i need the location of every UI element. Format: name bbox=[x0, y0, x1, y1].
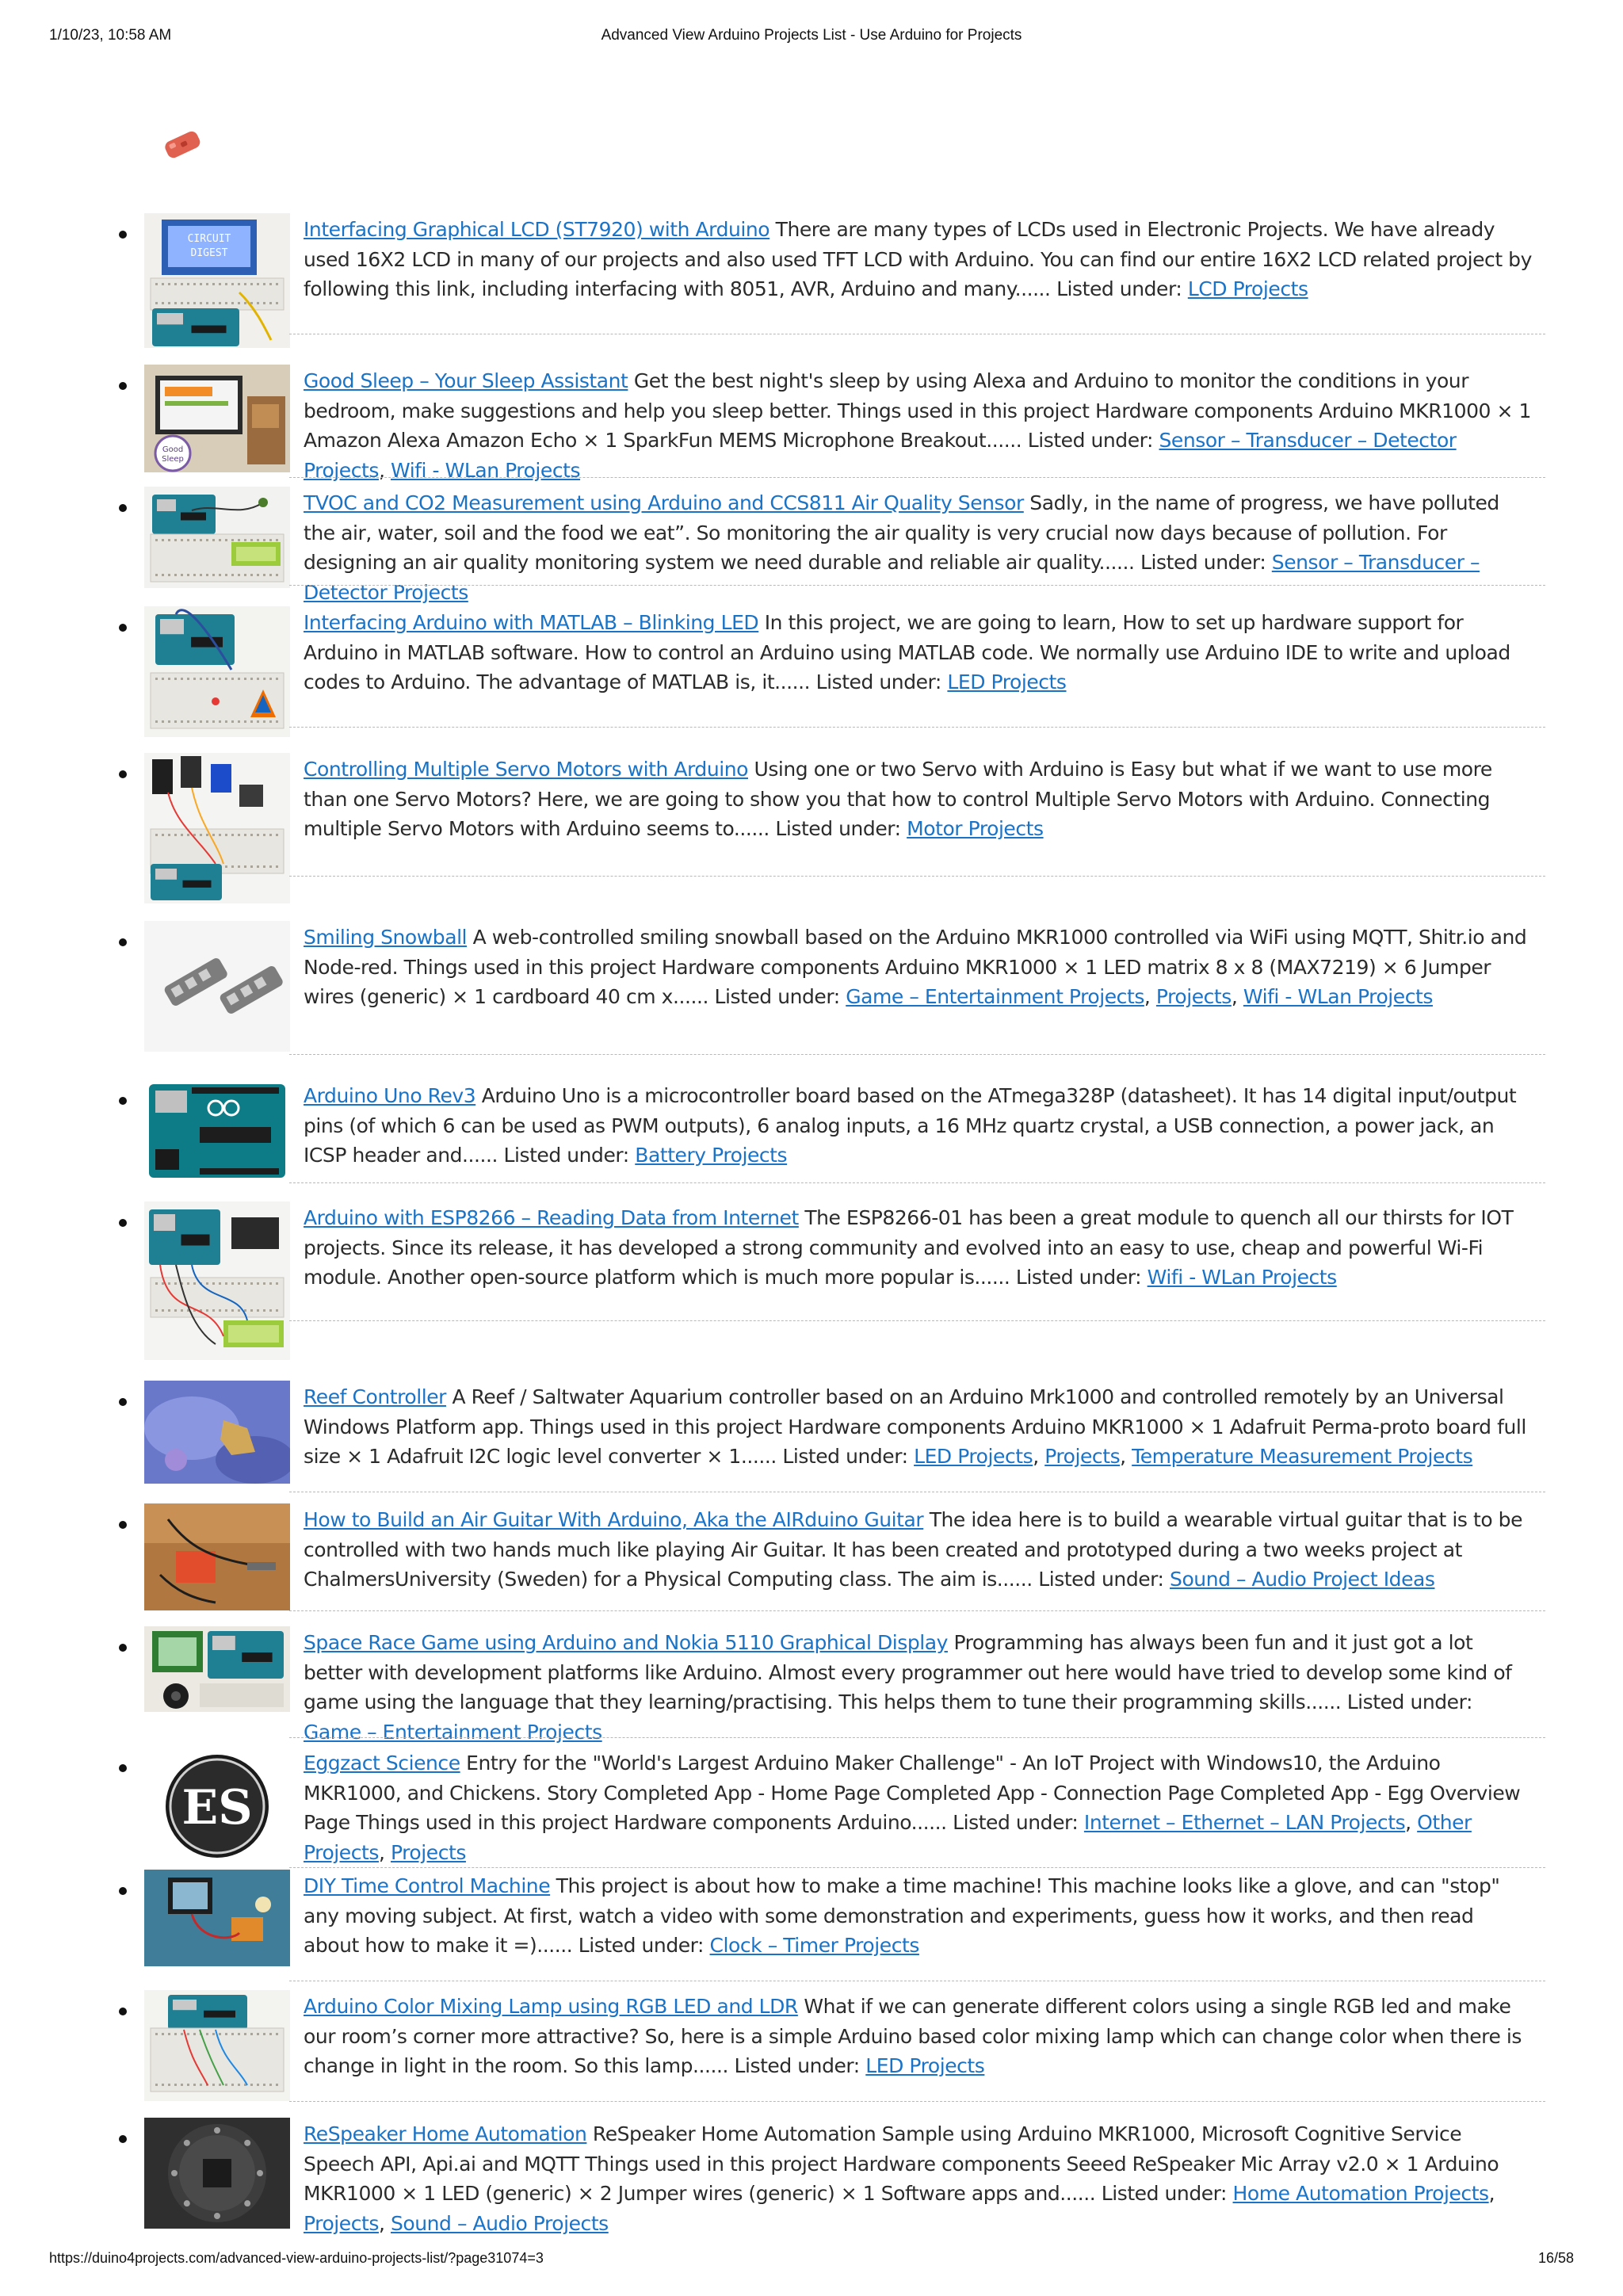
project-description: Sadly, in the name of progress, we have polluted the air, water, soil and the food we eat”. So monitoring the air quality is very crucial now days because of pollution. For designing an air quality monitoring system we need durable and reliable air quality...... bbox=[304, 491, 1499, 574]
category-link-led-projects[interactable]: LED Projects bbox=[865, 2054, 985, 2077]
project-thumbnail[interactable] bbox=[144, 1201, 290, 1360]
print-date: 1/10/23, 10:58 AM bbox=[49, 27, 172, 44]
print-page-title: Advanced View Arduino Projects List - Use Arduino for Projects bbox=[601, 27, 1022, 44]
project-title-link[interactable]: DIY Time Control Machine bbox=[304, 1874, 551, 1897]
project-thumbnail[interactable] bbox=[144, 1990, 290, 2101]
listed-under-label: Listed under: bbox=[1027, 429, 1154, 452]
project-thumbnail[interactable] bbox=[144, 487, 290, 588]
project-thumbnail[interactable] bbox=[144, 1079, 290, 1182]
project-entry-text bbox=[304, 488, 1533, 607]
project-title-link[interactable]: Controlling Multiple Servo Motors with Arduino bbox=[304, 758, 748, 781]
project-entry-text bbox=[304, 608, 1533, 697]
category-link-battery-projects[interactable]: Battery Projects bbox=[635, 1144, 788, 1167]
item-divider bbox=[289, 727, 1545, 728]
bullet-icon bbox=[119, 1764, 127, 1772]
project-description: Arduino Uno is a microcontroller board based on the ATmega328P (datasheet). It has 14 digital input/output pins (of which 6 can be used as PWM outputs), 6 analog inputs, a 16 MHz quartz crystal, a USB connection, a power jack, an ICSP header and...... bbox=[304, 1084, 1517, 1167]
project-description: The ESP8266-01 has been a great module to quench all our thirsts for IOT projects. Since its release, it has developed a strong community and evolved into an easy to use, cheap and powerful Wi-Fi module. Another open-source platform which is much more popular is...... bbox=[304, 1206, 1514, 1289]
svg-text:Good: Good bbox=[162, 445, 184, 454]
listed-under-label: Listed under: bbox=[1038, 1568, 1164, 1591]
project-description: The idea here is to build a wearable virtual guitar that is to be controlled with two hands much like playing Air Guitar. It has been created and prototyped during a two weeks project at ChalmersUniversity (Sweden) for a Physical Computing class. The aim is...... bbox=[304, 1508, 1523, 1591]
project-thumbnail[interactable] bbox=[144, 1870, 290, 1966]
listed-under-label: Listed under: bbox=[578, 1934, 705, 1957]
project-thumbnail[interactable] bbox=[144, 1503, 290, 1610]
listed-under-label: Listed under: bbox=[775, 817, 901, 840]
bullet-icon bbox=[119, 938, 127, 946]
project-description: Entry for the "World's Largest Arduino Maker Challenge" - An IoT Project with Windows10, the Arduino MKR1000, and Chickens. Story Completed App - Home Page Completed App - Connection Page Completed App - Egg Overview Page Things used in this project Hardware components Arduino...... bbox=[304, 1752, 1521, 1834]
project-title-link[interactable]: Arduino Uno Rev3 bbox=[304, 1084, 476, 1107]
listed-under-label: Listed under: bbox=[1015, 1266, 1142, 1289]
category-link-led-projects[interactable]: LED Projects bbox=[914, 1445, 1033, 1468]
listed-under-label: Listed under: bbox=[1140, 551, 1266, 574]
item-divider bbox=[289, 585, 1545, 586]
svg-text:ES: ES bbox=[181, 1780, 253, 1836]
listed-under-label: Listed under: bbox=[714, 985, 840, 1008]
listed-under-label: Listed under: bbox=[782, 1445, 908, 1468]
project-thumbnail[interactable] bbox=[144, 365, 290, 472]
bullet-icon bbox=[119, 1521, 127, 1529]
category-link-projects[interactable]: Projects bbox=[1155, 985, 1232, 1008]
project-description: A web-controlled smiling snowball based on the Arduino MKR1000 controlled via WiFi using MQTT, Shitr.io and Node-red. Things used in this project Hardware components Arduino MKR1000 × 1 LED matrix 8 x 8 (MAX7219) × 6 Jumper wires (generic) × 1 cardboard 40 cm x...... bbox=[304, 926, 1527, 1008]
project-entry-text bbox=[304, 1081, 1533, 1171]
project-entry-text bbox=[304, 1871, 1533, 1961]
svg-text:CIRCUIT: CIRCUIT bbox=[187, 233, 231, 245]
project-description: What if we can generate different colors using a single RGB led and make our room’s corner more attractive? So, here is a simple Arduino based color mixing lamp which can change color when there is change in light in the room. So this lamp...... bbox=[304, 1995, 1522, 2077]
project-title-link[interactable]: Smiling Snowball bbox=[304, 926, 468, 949]
category-link-sensor-transducer-detector-projects[interactable]: Sensor – Transducer – Detector Projects bbox=[304, 551, 1480, 604]
project-entry-text bbox=[304, 215, 1533, 304]
bullet-icon bbox=[119, 1887, 127, 1895]
bullet-icon bbox=[119, 1097, 127, 1105]
project-description: A Reef / Saltwater Aquarium controller based on an Arduino Mrk1000 and controlled remotely by an Universal Windows Platform app. Things used in this project Hardware components Arduino MKR1000 × 1 Adafruit Perma-proto board full size × 1 Adafruit I2C logic level converter × 1...... bbox=[304, 1385, 1526, 1468]
print-page-number: 16/58 bbox=[1537, 2250, 1574, 2266]
project-thumbnail[interactable] bbox=[144, 2118, 290, 2229]
svg-text:Sleep: Sleep bbox=[162, 455, 184, 464]
project-description: Programming has always been fun and it just got a lot better with development platforms like Arduino. Almost every programmer out here would have tried to develop some kind of game using the language that they learning/practising. This helps them to tune their programming skills...... bbox=[304, 1631, 1512, 1713]
project-description: Using one or two Servo with Arduino is Easy but what if we want to use more than one Servo Motors? Here, we are going to show you that how to control Multiple Servo Motors with Arduino. Connecting multiple Servo Motors with Arduino seems to...... bbox=[304, 758, 1492, 840]
project-title-link[interactable]: ReSpeaker Home Automation bbox=[304, 2122, 587, 2145]
category-link-home-automation-projects[interactable]: Home Automation Projects bbox=[1232, 2182, 1489, 2205]
project-description: In this project, we are going to learn, How to set up hardware support for Arduino in MATLAB software. How to control an Arduino using MATLAB code. We normally use Arduino IDE to write and upload codes to Arduino. The advantage of MATLAB is, it...... bbox=[304, 611, 1510, 693]
print-url: https://duino4projects.com/advanced-view-arduino-projects-list/?page31074=3 bbox=[49, 2250, 544, 2266]
project-entry-text bbox=[304, 1203, 1533, 1293]
category-link-wifi-wlan-projects[interactable]: Wifi - WLan Projects bbox=[1147, 1266, 1337, 1289]
item-divider bbox=[289, 876, 1545, 877]
bullet-icon bbox=[119, 770, 127, 778]
project-title-link[interactable]: Eggzact Science bbox=[304, 1752, 460, 1775]
listed-under-label: Listed under: bbox=[1346, 1690, 1472, 1713]
project-entry-text bbox=[304, 1628, 1533, 1747]
category-link-sensor-transducer-detector-projects[interactable]: Sensor – Transducer – Detector Projects bbox=[304, 429, 1457, 482]
category-link-wifi-wlan-projects[interactable]: Wifi - WLan Projects bbox=[1243, 985, 1433, 1008]
bullet-icon bbox=[119, 624, 127, 632]
bullet-icon bbox=[119, 1398, 127, 1406]
listed-under-label: Listed under: bbox=[815, 670, 941, 693]
project-title-link[interactable]: Arduino Color Mixing Lamp using RGB LED and LDR bbox=[304, 1995, 798, 2018]
previous-item-thumbnail[interactable] bbox=[146, 108, 241, 195]
project-thumbnail[interactable] bbox=[144, 921, 290, 1052]
item-divider bbox=[289, 1182, 1545, 1183]
project-entry-text: Reef Controller A Reef / Saltwater Aquarium controller based on an Arduino Mrk1000 and controlled remotely by an Universal Windows Platform app. Things used in this project Hardware components Arduino MKR1000 × 1 Adafruit Perma-proto board full size × 1 Adafruit I2C logic level converter × 1...... Listed under: LED Projects, Projects, Temperature Measurement Projects bbox=[304, 1385, 1526, 1468]
project-description: There are many types of LCDs used in Electronic Projects. We have already used 16X2 LCD in many of our projects and also used TFT LCD with Arduino. You can find our entire 16X2 LCD related project by following this link, including interfacing with 8051, AVR, Arduino and many...... bbox=[304, 218, 1532, 300]
category-link-motor-projects[interactable]: Motor Projects bbox=[907, 817, 1044, 840]
bullet-icon bbox=[119, 231, 127, 239]
item-divider bbox=[289, 477, 1545, 478]
project-entry-text: ReSpeaker Home Automation ReSpeaker Home Automation Sample using Arduino MKR1000, Microsoft Cognitive Service Speech API, Api.ai and MQTT Things used in this project Hardware components Seeed ReSpeaker Mic Array v2.0 × 1 Arduino MKR1000 × 1 LED (generic) × 2 Jumper wires (generic) × 1 Software apps and...... Listed under: Home Automation Projects, Projects, Sound – Audio Projects bbox=[304, 2122, 1499, 2235]
print-footer bbox=[49, 2250, 1574, 2272]
category-link-game-entertainment-projects[interactable]: Game – Entertainment Projects bbox=[846, 985, 1144, 1008]
project-thumbnail[interactable] bbox=[144, 606, 290, 737]
category-link-other-projects[interactable]: Other Projects bbox=[304, 1811, 1472, 1864]
project-description: Get the best night's sleep by using Alexa and Arduino to monitor the conditions in your bedroom, make suggestions and help you sleep better. Things used in this project Hardware components Arduino MKR1000 × 1 Amazon Alexa Amazon Echo × 1 SparkFun MEMS Microphone Breakout...... bbox=[304, 369, 1531, 452]
category-link-clock-timer-projects[interactable]: Clock – Timer Projects bbox=[709, 1934, 919, 1957]
project-title-link[interactable]: TVOC and CO2 Measurement using Arduino and CCS811 Air Quality Sensor bbox=[304, 491, 1024, 514]
item-divider bbox=[289, 2101, 1545, 2102]
project-title-link[interactable]: How to Build an Air Guitar With Arduino, Aka the AIRduino Guitar bbox=[304, 1508, 924, 1531]
category-link-projects[interactable]: Projects bbox=[304, 2211, 379, 2235]
project-title-link[interactable]: Interfacing Graphical LCD (ST7920) with Arduino bbox=[304, 218, 770, 241]
bullet-icon bbox=[119, 1219, 127, 1227]
bullet-icon bbox=[119, 2008, 127, 2015]
item-divider bbox=[289, 1320, 1545, 1321]
listed-under-label: Listed under: bbox=[503, 1144, 629, 1167]
listed-under-label: Listed under: bbox=[1101, 2182, 1228, 2205]
project-entry-text bbox=[304, 755, 1533, 844]
category-link-wifi-wlan-projects[interactable]: Wifi - WLan Projects bbox=[390, 458, 581, 482]
category-link-temperature-measurement-projects[interactable]: Temperature Measurement Projects bbox=[1132, 1445, 1473, 1468]
item-divider bbox=[289, 1867, 1545, 1868]
listed-under-label: Listed under: bbox=[1056, 277, 1182, 300]
item-divider bbox=[289, 1737, 1545, 1738]
item-divider bbox=[289, 1054, 1545, 1055]
category-link-projects[interactable]: Projects bbox=[390, 1840, 466, 1864]
category-link-led-projects[interactable]: LED Projects bbox=[947, 670, 1067, 693]
project-thumbnail[interactable] bbox=[144, 1626, 290, 1712]
project-title-link[interactable]: Interfacing Arduino with MATLAB – Blinking LED bbox=[304, 611, 759, 634]
project-entry-text bbox=[304, 1505, 1533, 1595]
category-link-lcd-projects[interactable]: LCD Projects bbox=[1187, 277, 1308, 300]
project-thumbnail[interactable] bbox=[144, 1381, 290, 1484]
item-divider bbox=[289, 1610, 1545, 1611]
bullet-icon bbox=[119, 504, 127, 512]
bullet-icon bbox=[119, 2135, 127, 2143]
project-title-link[interactable]: Good Sleep – Your Sleep Assistant bbox=[304, 369, 628, 392]
category-link-internet-ethernet-lan-projects[interactable]: Internet – Ethernet – LAN Projects bbox=[1083, 1811, 1406, 1834]
project-thumbnail[interactable] bbox=[144, 753, 290, 904]
project-thumbnail[interactable] bbox=[144, 1747, 290, 1866]
project-description: This project is about how to make a time machine! This machine looks like a glove, and can "stop" any moving subject. At first, watch a video with some demonstration and experiments, guess how it works, and then read about how to make it =)...... bbox=[304, 1874, 1500, 1957]
project-description: ReSpeaker Home Automation Sample using Arduino MKR1000, Microsoft Cognitive Service Speech API, Api.ai and MQTT Things used in this project Hardware components Seeed ReSpeaker Mic Array v2.0 × 1 Arduino MKR1000 × 1 LED (generic) × 2 Jumper wires (generic) × 1 Software apps and...... bbox=[304, 2122, 1499, 2205]
project-thumbnail[interactable] bbox=[144, 213, 290, 348]
listed-under-label: Listed under: bbox=[734, 2054, 860, 2077]
category-link-sound-audio-projects[interactable]: Sound – Audio Projects bbox=[390, 2211, 609, 2235]
project-entry-text: Good Sleep – Your Sleep Assistant Get the best night's sleep by using Alexa and Arduino to monitor the conditions in your bedroom, make suggestions and help you sleep better. Things used in this project Hardware components Arduino MKR1000 × 1 Amazon Alexa Amazon Echo × 1 SparkFun MEMS Microphone Breakout...... Listed under: Sensor – Transducer – Detector Projects, Wifi - WLan Projects bbox=[304, 369, 1531, 482]
project-entry-text: Smiling Snowball A web-controlled smiling snowball based on the Arduino MKR1000 controlled via WiFi using MQTT, Shitr.io and Node-red. Things used in this project Hardware components Arduino MKR1000 × 1 LED matrix 8 x 8 (MAX7219) × 6 Jumper wires (generic) × 1 cardboard 40 cm x...... Listed under: Game – Entertainment Projects, Projects, Wifi - WLan Projects bbox=[304, 926, 1527, 1008]
project-title-link[interactable]: Space Race Game using Arduino and Nokia 5110 Graphical Display bbox=[304, 1631, 948, 1654]
project-title-link[interactable]: Arduino with ESP8266 – Reading Data from Internet bbox=[304, 1206, 799, 1229]
project-title-link[interactable]: Reef Controller bbox=[304, 1385, 446, 1408]
category-link-game-entertainment-projects[interactable]: Game – Entertainment Projects bbox=[304, 1720, 602, 1744]
project-entry-text bbox=[304, 1992, 1533, 2081]
project-entry-text: Eggzact Science Entry for the "World's Largest Arduino Maker Challenge" - An IoT Project with Windows10, the Arduino MKR1000, and Chickens. Story Completed App - Home Page Completed App - Connection Page Completed App - Egg Overview Page Things used in this project Hardware components Arduino...... Listed under: Internet – Ethernet – LAN Projects, Other Projects, Projects bbox=[304, 1752, 1521, 1864]
bullet-icon bbox=[119, 1644, 127, 1652]
bullet-icon bbox=[119, 382, 127, 390]
listed-under-label: Listed under: bbox=[953, 1811, 1079, 1834]
category-link-projects[interactable]: Projects bbox=[1044, 1445, 1121, 1468]
category-link-sound-audio-project-ideas[interactable]: Sound – Audio Project Ideas bbox=[1170, 1568, 1435, 1591]
svg-text:DIGEST: DIGEST bbox=[190, 247, 228, 259]
print-header bbox=[49, 27, 1574, 49]
